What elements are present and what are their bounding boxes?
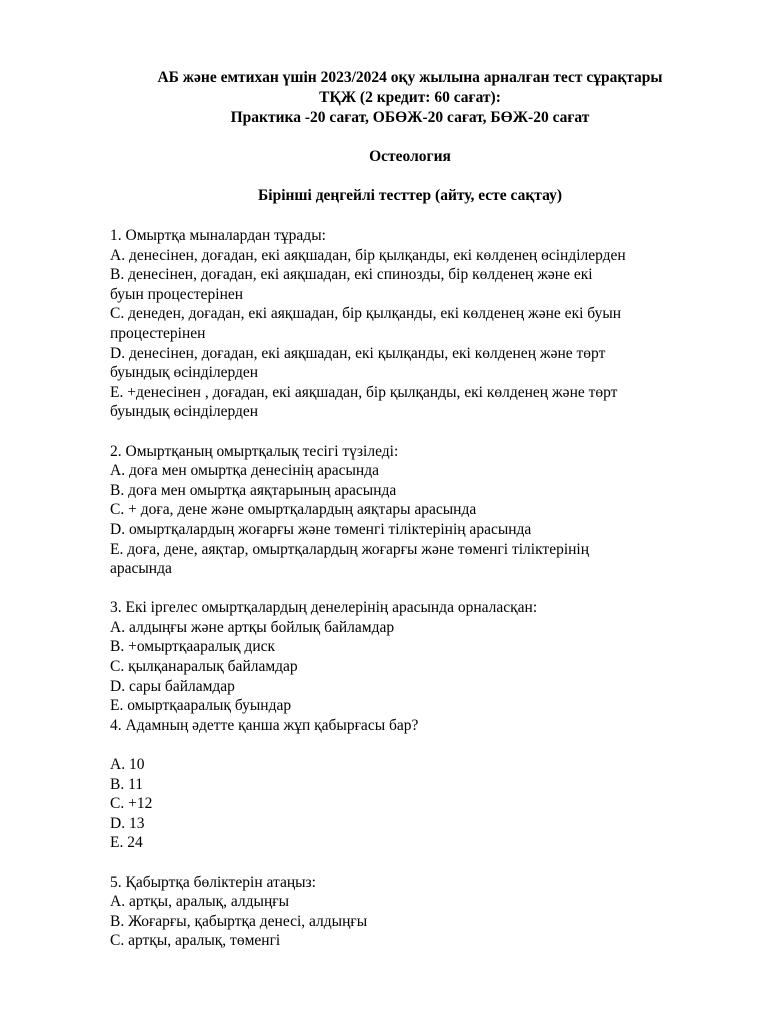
answer-option-c: C. +12 bbox=[110, 795, 153, 813]
answer-option-a: A. денесінен, доғадан, екі аяқшадан, бір қылқанды, екі көлденең өсінділерден bbox=[110, 246, 626, 264]
title-line: Практика -20 сағат, ОБӨЖ-20 сағат, БӨЖ-20 сағат bbox=[230, 109, 590, 126]
answer-option-d: D. сары байламдар bbox=[110, 677, 235, 695]
question-1 bbox=[110, 226, 710, 422]
document-page bbox=[110, 68, 710, 951]
answer-option-a: A. доға мен омыртқа денесінің арасында bbox=[110, 462, 379, 480]
question-text: 4. Адамның әдетте қанша жұп қабырғасы бар? bbox=[110, 716, 419, 734]
answer-option-b: B. 11 bbox=[110, 775, 144, 793]
question-4 bbox=[110, 716, 710, 853]
answer-option-c-cont: процестерінен bbox=[110, 324, 206, 342]
answer-option-c: C. + доға, дене және омыртқалардың аяқтары арасында bbox=[110, 501, 477, 519]
answer-option-b: B. +омыртқааралық диск bbox=[110, 638, 276, 656]
answer-option-d: D. омыртқалардың жоғарғы және төменгі тіліктерінің арасында bbox=[110, 520, 532, 538]
question-2 bbox=[110, 442, 710, 579]
question-text: 3. Екі іргелес омыртқалардың денелерінің арасында орналасқан: bbox=[110, 599, 538, 617]
answer-option-e: E. доға, дене, аяқтар, омыртқалардың жоғарғы және төменгі тіліктерінің bbox=[110, 540, 590, 558]
question-text: 2. Омыртқаның омыртқалық тесігі түзіледі: bbox=[110, 442, 399, 460]
question-5 bbox=[110, 873, 710, 951]
answer-option-a: A. алдыңғы және артқы бойлық байламдар bbox=[110, 618, 395, 636]
title-line: АБ және емтихан үшін 2023/2024 оқу жылына арналған тест сұрақтары bbox=[157, 69, 663, 86]
answer-option-d-cont: буындық өсінділерден bbox=[110, 364, 259, 382]
answer-option-c: C. артқы, аралық, төменгі bbox=[110, 932, 281, 950]
question-text: 5. Қабыртқа бөліктерін атаңыз: bbox=[110, 873, 316, 891]
answer-option-c: C. қылқанаралық байламдар bbox=[110, 658, 298, 676]
answer-option-e-cont: арасында bbox=[110, 560, 172, 578]
question-text: 1. Омыртқа мыналардан тұрады: bbox=[110, 227, 326, 244]
document-title bbox=[110, 68, 710, 128]
answer-option-a: A. 10 bbox=[110, 756, 145, 774]
answer-option-d: D. 13 bbox=[110, 814, 145, 832]
answer-option-e-cont: буындық өсінділерден bbox=[110, 403, 259, 421]
title-line: ТҚЖ (2 кредит: 60 сағат): bbox=[319, 89, 501, 106]
answer-option-c: C. денеден, доғадан, екі аяқшадан, бір қылқанды, екі көлденең және екі буын bbox=[110, 305, 622, 323]
answer-option-b: B. Жоғарғы, қабыртқа денесі, алдыңғы bbox=[110, 912, 368, 930]
answer-option-b-cont: буын процестерінен bbox=[110, 285, 244, 303]
answer-option-b: B. доға мен омыртқа аяқтарының арасында bbox=[110, 481, 397, 499]
answer-option-d: D. денесінен, доғадан, екі аяқшадан, екі қылқанды, екі көлденең және төрт bbox=[110, 344, 606, 362]
answer-option-b: B. денесінен, доғадан, екі аяқшадан, екі спинозды, бір көлденең және екі bbox=[110, 266, 593, 284]
answer-option-e: E. омыртқааралық буындар bbox=[110, 697, 292, 715]
level-title: Бірінші деңгейлі тесттер (айту, есте сақтау) bbox=[258, 187, 562, 204]
section-title: Остеология bbox=[369, 148, 451, 165]
question-3 bbox=[110, 598, 710, 716]
answer-option-e: E. 24 bbox=[110, 834, 143, 852]
answer-option-a: A. артқы, аралық, алдыңғы bbox=[110, 893, 290, 911]
answer-option-e: E. +денесінен , доғадан, екі аяқшадан, бір қылқанды, екі көлденең және төрт bbox=[110, 383, 618, 401]
